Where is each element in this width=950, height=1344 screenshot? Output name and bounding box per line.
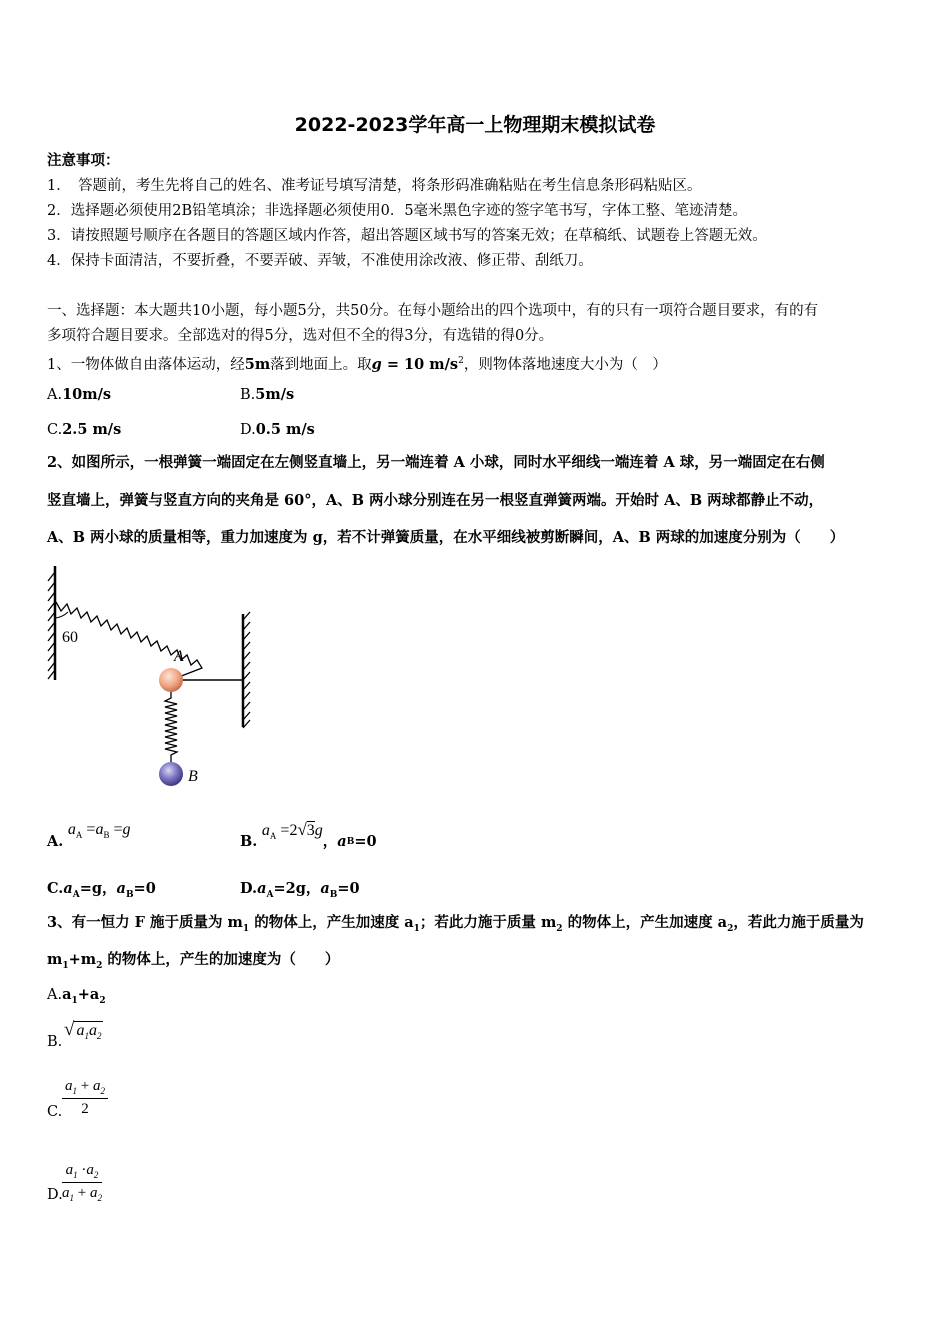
page-title: 2022-2023学年高一上物理期末模拟试卷 <box>294 114 656 136</box>
q2-option-b[interactable]: B. $a_A =2√3g$，aB=0 <box>240 820 377 850</box>
q3-option-c-fraction[interactable]: $\frac{a_1 + a_2}{2}$ <box>62 1078 108 1118</box>
notice-item-3: 3．请按照题号顺序在各题目的答题区域内作答，超出答题区域书写的答案无效；在草稿纸、试题卷上答题无效。 <box>47 228 767 244</box>
left-wall <box>48 566 55 680</box>
notice-item-2: 2．选择题必须使用2B铅笔填涂；非选择题必须使用0．5毫米黑色字迹的签字笔书写，字体工整、笔迹清楚。 <box>47 203 748 219</box>
angle-label: 60 <box>62 629 78 646</box>
notice-item-1: 1． 答题前，考生先将自己的姓名、准考证号填写清楚，将条形码准确粘贴在考生信息条形码粘贴区。 <box>47 178 702 194</box>
q1-option-b[interactable]: B.5m/s <box>240 386 295 403</box>
q2-line-2: 竖直墙上，弹簧与竖直方向的夹角是 60°，A、B 两小球分别连在另一根竖直弹簧两端。开始时 A、B 两球都静止不动， <box>47 492 824 509</box>
q3-option-b-letter[interactable]: B. <box>47 1034 63 1050</box>
angle-arc <box>55 612 68 618</box>
q2-line-3: A、B 两小球的质量相等，重力加速度为 g，若不计弹簧质量，在水平细线被剪断瞬间，A、B 两球的加速度分别为（ ） <box>47 529 845 546</box>
notice-heading: 注意事项： <box>47 152 120 169</box>
q3-option-d-letter[interactable]: D. <box>47 1187 63 1203</box>
q1-option-c[interactable]: C.2.5 m/s <box>47 421 122 438</box>
q3-line-1: 3、有一恒力 F 施于质量为 $m_1$ 的物体上，产生加速度 $a_1$；若此力施于质量 $m_2$ 的物体上，产生加速度 $a_2$，若此力施于质量为 <box>47 914 864 934</box>
ball-b-label: B <box>188 768 198 785</box>
q3-option-b-formula[interactable]: √ $a_1a_2$ <box>64 1019 102 1042</box>
q2-option-c[interactable]: $C.a_A=g$，$a_B=0$ <box>47 880 156 900</box>
q3-option-d-fraction[interactable]: $\frac{a_1 \cdot a_2}{a_1 + a_2}$ <box>62 1162 102 1203</box>
ball-b <box>159 762 183 786</box>
ball-a-label: A <box>174 648 184 665</box>
q2-figure <box>40 562 280 792</box>
ball-a <box>159 668 183 692</box>
q1-option-a[interactable]: A.10m/s <box>47 386 112 403</box>
q1-option-d[interactable]: D.0.5 m/s <box>240 421 315 438</box>
q1-stem: 1、一物体做自由落体运动，经5m落到地面上。取g = 10 $m/s^2$，则物体落地速度大小为（ ） <box>47 355 667 373</box>
q3-line-2: $m_1+m_2$ 的物体上，产生的加速度为（ ） <box>47 951 340 971</box>
q2-option-a[interactable]: A. $a_A =a_B =g$ <box>47 821 131 850</box>
right-wall <box>243 612 250 728</box>
section-line-1: 一、选择题：本大题共10小题，每小题5分，共50分。在每小题给出的四个选项中，有的只有一项符合题目要求，有的有 <box>47 303 819 319</box>
vertical-spring <box>165 690 177 764</box>
q3-option-a[interactable]: $A.a_1+a_2$ <box>47 986 106 1006</box>
q3-option-c-letter[interactable]: C. <box>47 1104 63 1120</box>
q2-line-1: 2、如图所示，一根弹簧一端固定在左侧竖直墙上，另一端连着 A 小球，同时水平细线一端连着 A 球，另一端固定在右侧 <box>47 454 825 471</box>
notice-item-4: 4．保持卡面清洁，不要折叠，不要弄破、弄皱，不准使用涂改液、修正带、刮纸刀。 <box>47 253 593 269</box>
q2-option-d[interactable]: $D.a_A=2g$，$a_B=0$ <box>240 880 360 900</box>
section-line-2: 多项符合题目要求。全部选对的得5分，选对但不全的得3分，有选错的得0分。 <box>47 328 554 344</box>
